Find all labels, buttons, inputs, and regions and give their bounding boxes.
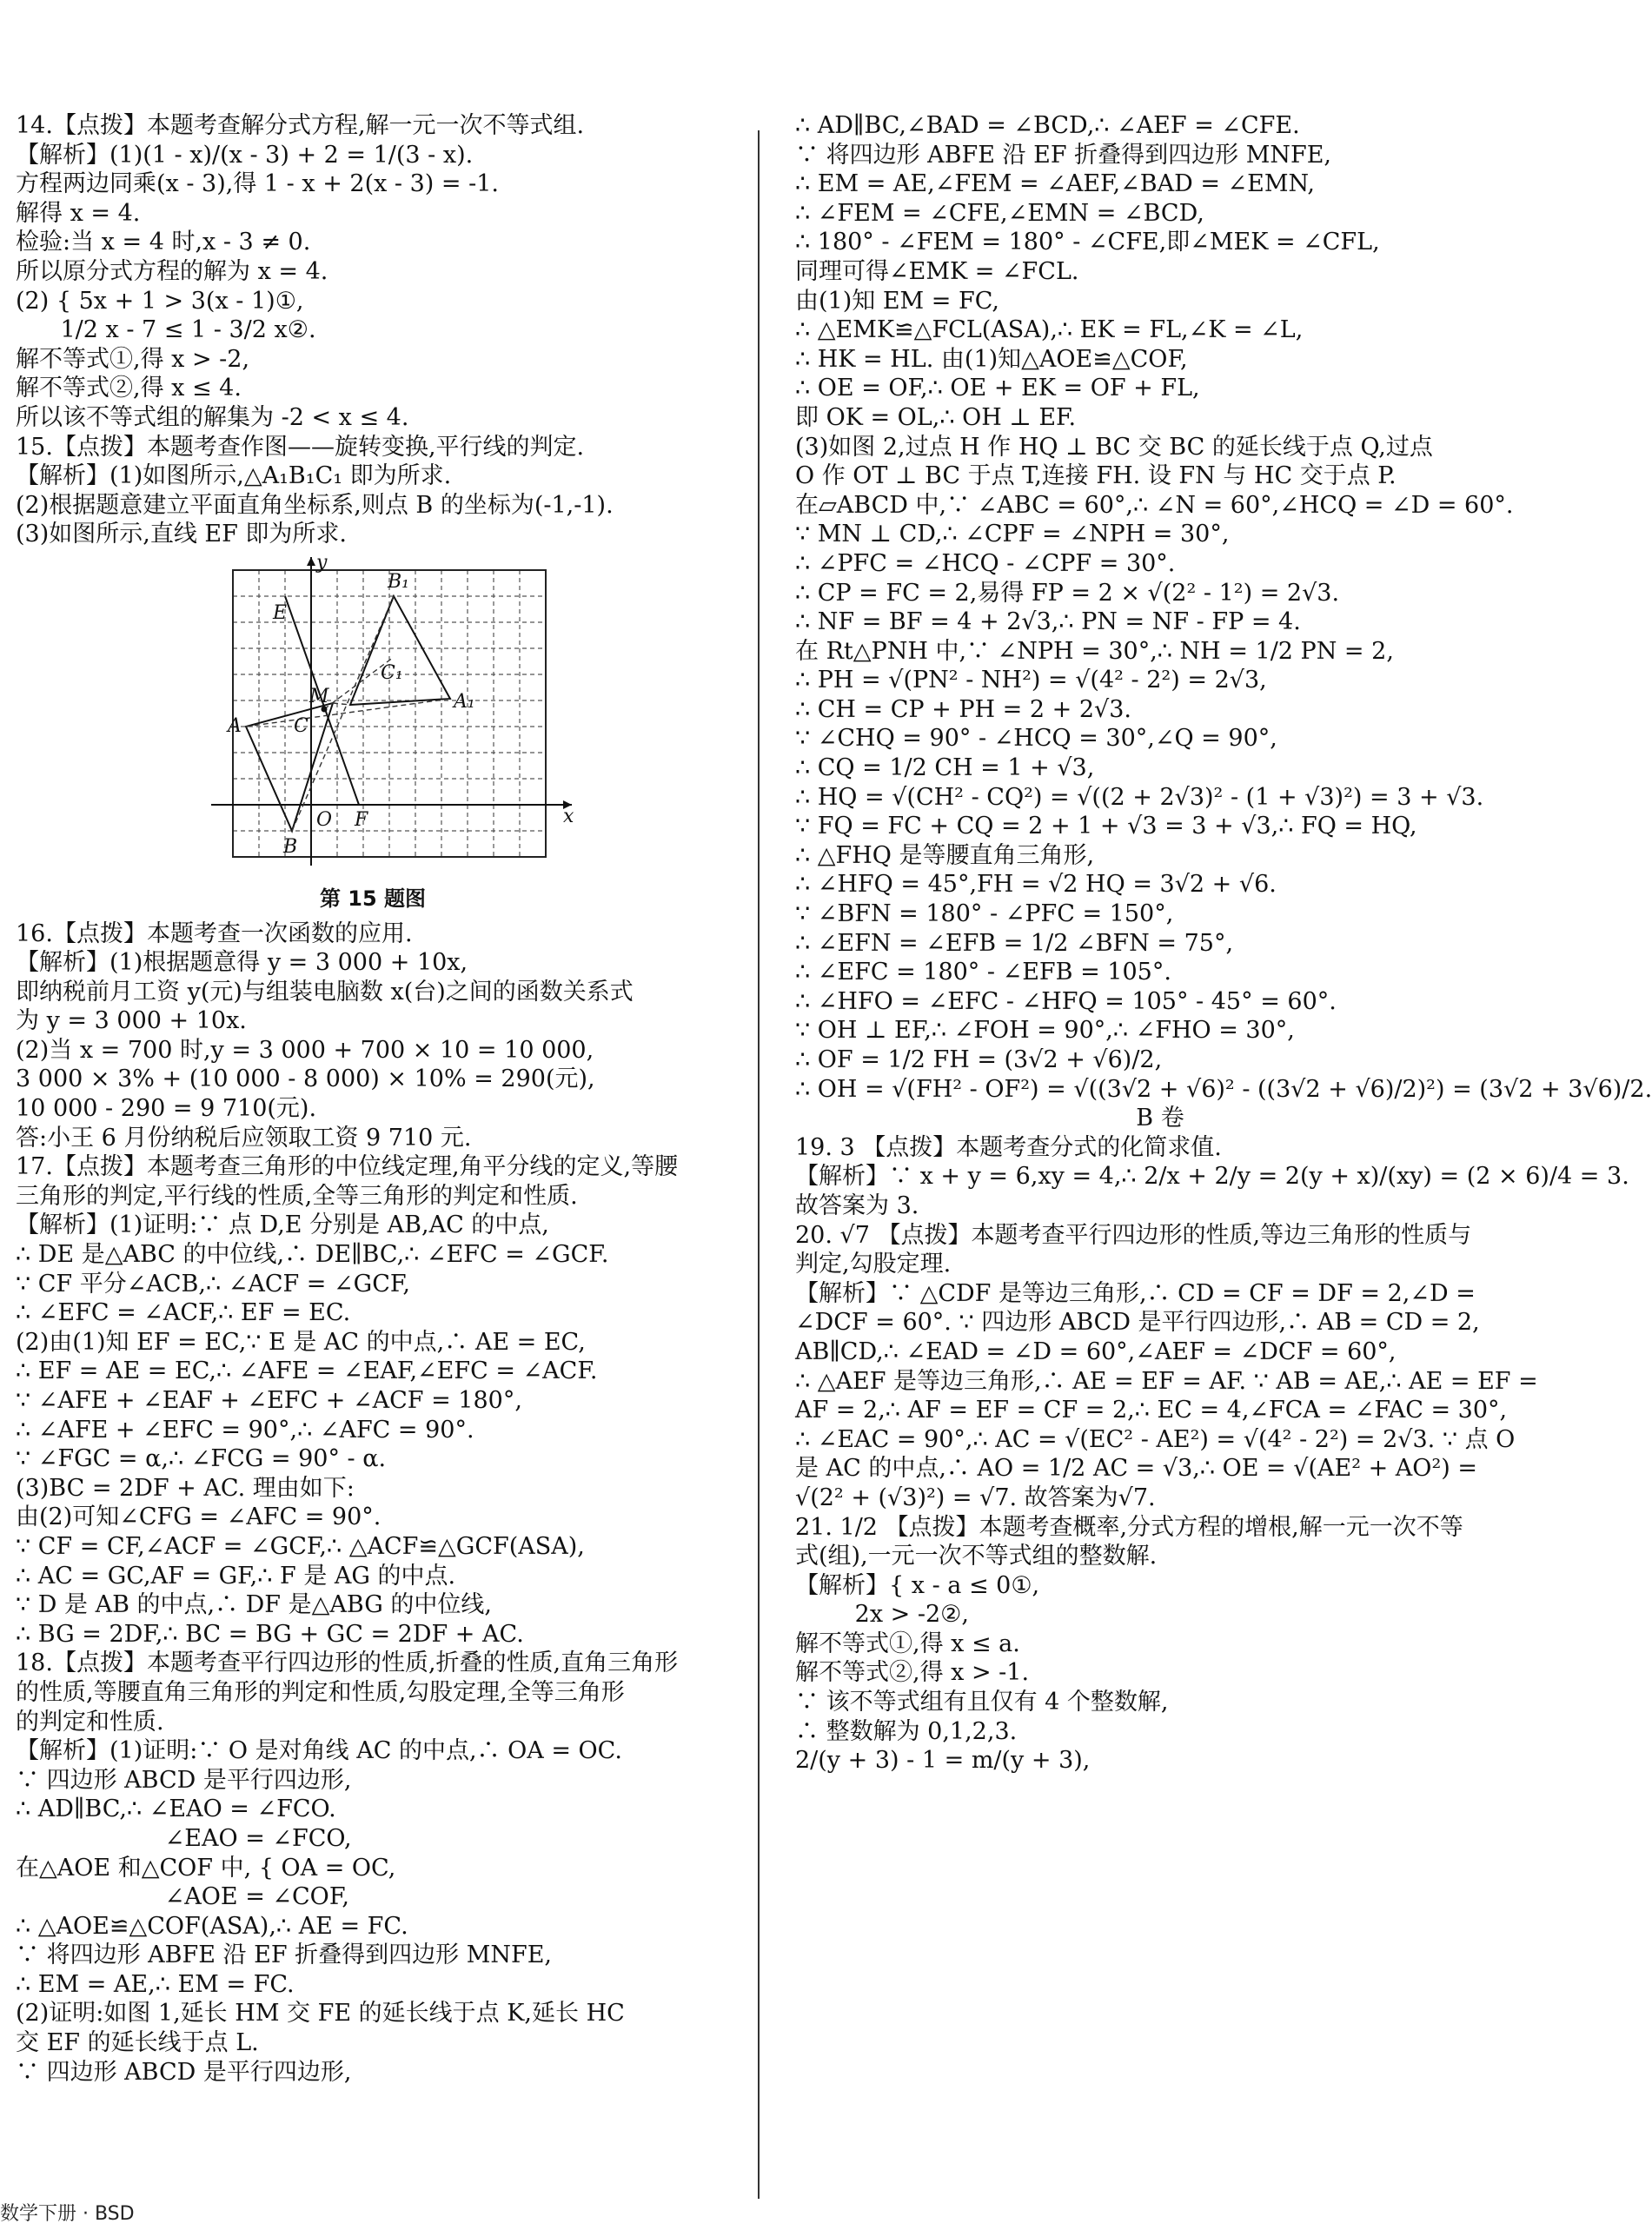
text-line: ∴ ∠EFC = ∠ACF,∴ EF = EC. (16, 1299, 351, 1327)
text-line: ∵ 将四边形 ABFE 沿 EF 折叠得到四边形 MNFE, (795, 141, 1332, 169)
figure-15 (189, 553, 589, 883)
text-line: 【解析】(1)(1 - x)/(x - 3) + 2 = 1/(3 - x). (16, 141, 474, 169)
label-F: F (355, 808, 368, 831)
text-line: ∵ 将四边形 ABFE 沿 EF 折叠得到四边形 MNFE, (16, 1942, 553, 1969)
triangle-A1B1C1 (350, 596, 450, 705)
text-line: 18.【点拨】本题考查平行四边形的性质,折叠的性质,直角三角形 (16, 1650, 679, 1677)
text-line: 17.【点拨】本题考查三角形的中位线定理,角平分线的定义,等腰 (16, 1153, 679, 1181)
label-C: C (294, 714, 309, 737)
text-line: ∴ △EMK≌△FCL(ASA),∴ EK = FL,∠K = ∠L, (795, 316, 1304, 344)
text-line: ∴ 180° - ∠FEM = 180° - ∠CFE,即∠MEK = ∠CFL, (795, 229, 1380, 256)
text-line: ∵ D 是 AB 的中点,∴ DF 是△ABG 的中位线, (16, 1591, 492, 1619)
text-line: 19. 3 【点拨】本题考查分式的化简求值. (795, 1133, 1222, 1161)
text-line: 1/2 x - 7 ≤ 1 - 3/2 x②. (16, 316, 316, 344)
text-line: 15.【点拨】本题考查作图——旋转变换,平行线的判定. (16, 433, 585, 461)
text-line: ∴ PH = √(PN² - NH²) = √(4² - 2²) = 2√3, (795, 667, 1267, 694)
text-line: AF = 2,∴ AF = EF = CF = 2,∴ EC = 4,∠FCA = ∠FAC = 30°, (795, 1397, 1508, 1424)
text-line: ∴ CH = CP + PH = 2 + 2√3. (795, 695, 1131, 723)
text-line: (3)如图 2,过点 H 作 HQ ⊥ BC 交 BC 的延长线于点 Q,过点 (795, 433, 1433, 461)
text-line: ∴ OF = 1/2 FH = (3√2 + √6)/2, (795, 1046, 1163, 1073)
text-line: 解不等式②,得 x ≤ 4. (16, 375, 242, 402)
text-line: ∵ MN ⊥ CD,∴ ∠CPF = ∠NPH = 30°, (795, 521, 1230, 548)
text-line: 故答案为 3. (795, 1192, 919, 1219)
text-line: ∴ HQ = √(CH² - CQ²) = √((2 + 2√3)² - (1 + √3)²) = 3 + √3. (795, 783, 1484, 811)
text-line: ∴ OE = OF,∴ OE + EK = OF + FL, (795, 375, 1200, 402)
text-line: 解不等式①,得 x ≤ a. (795, 1630, 1020, 1657)
figure-caption: 第 15 题图 (319, 886, 427, 911)
label-B1: B₁ (388, 570, 409, 593)
text-line: 所以原分式方程的解为 x = 4. (16, 257, 328, 285)
text-line: ∠DCF = 60°. ∵ 四边形 ABCD 是平行四边形,∴ AB = CD = 2, (795, 1309, 1480, 1337)
text-line: 16.【点拨】本题考查一次函数的应用. (16, 919, 413, 947)
label-M: M (309, 685, 329, 707)
text-line: 方程两边同乘(x - 3),得 1 - x + 2(x - 3) = -1. (16, 170, 500, 198)
text-line: ∴ EM = AE,∠FEM = ∠AEF,∠BAD = ∠EMN, (795, 170, 1315, 198)
text-line: ∴ ∠AFE + ∠EFC = 90°,∴ ∠AFC = 90°. (16, 1416, 474, 1444)
text-line: 即 OK = OL,∴ OH ⊥ EF. (795, 403, 1077, 431)
text-line: 在 Rt△PNH 中,∵ ∠NPH = 30°,∴ NH = 1/2 PN = 2, (795, 637, 1394, 665)
text-line: (2)当 x = 700 时,y = 3 000 + 700 × 10 = 10 000, (16, 1036, 594, 1064)
text-line: 【解析】(1)如图所示,△A₁B₁C₁ 即为所求. (16, 462, 452, 490)
left-text-block-a (16, 111, 730, 549)
text-line: ∴ HK = HL. 由(1)知△AOE≌△COF, (795, 345, 1188, 373)
text-line: 解得 x = 4. (16, 199, 141, 227)
y-axis-arrow (307, 557, 315, 566)
text-line: ∴ NF = BF = 4 + 2√3,∴ PN = NF - FP = 4. (795, 608, 1301, 636)
text-line: ∴ AC = GC,AF = GF,∴ F 是 AG 的中点. (16, 1562, 456, 1590)
text-line: 【解析】(1)证明:∵ O 是对角线 AC 的中点,∴ OA = OC. (16, 1737, 622, 1765)
coordinate-grid-figure (189, 553, 589, 883)
text-line: (2) { 5x + 1 > 3(x - 1)①, (16, 287, 304, 315)
text-line: ∵ 该不等式组有且仅有 4 个整数解, (795, 1689, 1169, 1716)
text-line: 在▱ABCD 中,∵ ∠ABC = 60°,∴ ∠N = 60°,∠HCQ = ∠D = 60°. (795, 491, 1514, 519)
text-line: √(2² + (√3)²) = √7. 故答案为√7. (795, 1484, 1156, 1511)
text-line: (2)由(1)知 EF = EC,∵ E 是 AC 的中点,∴ AE = EC, (16, 1328, 586, 1356)
text-line: ∵ 四边形 ABCD 是平行四边形, (16, 1766, 352, 1794)
left-column (16, 111, 730, 2087)
text-line: 【解析】(1)根据题意得 y = 3 000 + 10x, (16, 949, 468, 977)
text-line: ∵ ∠CHQ = 90° - ∠HCQ = 30°,∠Q = 90°, (795, 725, 1277, 753)
text-line: 所以该不等式组的解集为 -2 < x ≤ 4. (16, 403, 409, 431)
text-line: 即纳税前月工资 y(元)与组装电脑数 x(台)之间的函数关系式 (16, 978, 634, 1006)
text-line: ∠EAO = ∠FCO, (16, 1824, 352, 1852)
text-line: 3 000 × 3% + (10 000 - 8 000) × 10% = 290(元), (16, 1065, 595, 1093)
text-line: (2)根据题意建立平面直角坐标系,则点 B 的坐标为(-1,-1). (16, 491, 614, 519)
text-line: ∴ AD∥BC,∠BAD = ∠BCD,∴ ∠AEF = ∠CFE. (795, 112, 1300, 139)
text-line: ∴ ∠HFQ = 45°,FH = √2 HQ = 3√2 + √6. (795, 871, 1277, 899)
text-line: 是 AC 的中点,∴ AO = 1/2 AC = √3,∴ OE = √(AE² + AO²) = (795, 1455, 1478, 1483)
text-line: 在△AOE 和△COF 中, { OA = OC, (16, 1854, 396, 1882)
text-line: ∴ CQ = 1/2 CH = 1 + √3, (795, 754, 1095, 782)
text-line: ∴ EM = AE,∴ EM = FC. (16, 1970, 295, 1998)
text-line: ∵ OH ⊥ EF,∴ ∠FOH = 90°,∴ ∠FHO = 30°, (795, 1017, 1295, 1045)
text-line: (3)BC = 2DF + AC. 理由如下: (16, 1474, 355, 1502)
text-line: ∴ ∠EFC = 180° - ∠EFB = 105°. (795, 959, 1171, 986)
right-column (795, 111, 1652, 1776)
label-B: B (283, 835, 298, 858)
text-line: 的判定和性质. (16, 1708, 164, 1736)
text-line: 2/(y + 3) - 1 = m/(y + 3), (795, 1747, 1091, 1775)
text-line: 解不等式②,得 x > -1. (795, 1659, 1030, 1687)
text-line: 【解析】(1)证明:∵ 点 D,E 分别是 AB,AC 的中点, (16, 1211, 549, 1239)
label-C1: C₁ (381, 661, 403, 684)
text-line: ∵ CF = CF,∠ACF = ∠GCF,∴ △ACF≌△GCF(ASA), (16, 1532, 585, 1560)
label-O: O (316, 808, 333, 831)
text-line: 【解析】∵ x + y = 6,xy = 4,∴ 2/x + 2/y = 2(y + x)/(xy) = (2 × 6)/4 = 3. (795, 1163, 1629, 1191)
text-line: ∴ ∠EFN = ∠EFB = 1/2 ∠BFN = 75°, (795, 929, 1234, 957)
text-line: ∴ EF = AE = EC,∴ ∠AFE = ∠EAF,∠EFC = ∠ACF. (16, 1357, 598, 1385)
text-line: ∴ AD∥BC,∴ ∠EAO = ∠FCO. (16, 1796, 336, 1823)
text-line: 答:小王 6 月份纳税后应领取工资 9 710 元. (16, 1124, 472, 1152)
text-line: O 作 OT ⊥ BC 于点 T,连接 FH. 设 FN 与 HC 交于点 P. (795, 462, 1397, 490)
text-line: ∴ ∠HFO = ∠EFC - ∠HFQ = 105° - 45° = 60°. (795, 987, 1337, 1015)
text-line: ∴ ∠EAC = 90°,∴ AC = √(EC² - AE²) = √(4² - 2²) = 2√3. ∵ 点 O (795, 1425, 1516, 1453)
column-divider (758, 130, 760, 2199)
text-line: 20. √7 【点拨】本题考查平行四边形的性质,等边三角形的性质与 (795, 1221, 1472, 1249)
text-line: 的性质,等腰直角三角形的判定和性质,勾股定理,全等三角形 (16, 1678, 625, 1706)
page-footer: 数学下册 · BSD (0, 2203, 135, 2225)
text-line: ∴ △AEF 是等边三角形,∴ AE = EF = AF. ∵ AB = AE,∴ AE = EF = (795, 1367, 1538, 1395)
label-y: y (316, 551, 328, 574)
text-line: 同理可得∠EMK = ∠FCL. (795, 257, 1079, 285)
text-line: 交 EF 的延长线于点 L. (16, 2029, 259, 2057)
text-line: 解不等式①,得 x > -2, (16, 345, 250, 373)
text-line: 14.【点拨】本题考查解分式方程,解一元一次不等式组. (16, 112, 585, 139)
text-line: 21. 1/2 【点拨】本题考查概率,分式方程的增根,解一元一次不等 (795, 1513, 1463, 1541)
text-line: ∵ ∠BFN = 180° - ∠PFC = 150°, (795, 900, 1174, 928)
text-line: 由(1)知 EM = FC, (795, 287, 999, 315)
text-line: ∴ ∠PFC = ∠HCQ - ∠CPF = 30°. (795, 549, 1176, 577)
text-line: ∠AOE = ∠COF, (16, 1883, 349, 1911)
text-line: 三角形的判定,平行线的性质,全等三角形的判定和性质. (16, 1182, 578, 1210)
label-A: A (228, 714, 242, 737)
text-line: ∴ 整数解为 0,1,2,3. (795, 1717, 1018, 1745)
right-text-block (795, 111, 1652, 1776)
text-line: AB∥CD,∴ ∠EAD = ∠D = 60°,∠AEF = ∠DCF = 60°, (795, 1338, 1397, 1365)
text-line: B 卷 (1136, 1105, 1184, 1132)
text-line: 【解析】∵ △CDF 是等边三角形,∴ CD = CF = DF = 2,∠D = (795, 1279, 1476, 1307)
text-line: (2)证明:如图 1,延长 HM 交 FE 的延长线于点 K,延长 HC (16, 2000, 625, 2028)
text-line: (3)如图所示,直线 EF 即为所求. (16, 521, 348, 548)
text-line: ∴ DE 是△ABC 的中位线,∴ DE∥BC,∴ ∠EFC = ∠GCF. (16, 1241, 609, 1269)
left-text-block-b (16, 919, 730, 2088)
text-line: ∵ CF 平分∠ACB,∴ ∠ACF = ∠GCF, (16, 1270, 410, 1298)
label-E: E (273, 601, 288, 624)
text-line: ∴ ∠FEM = ∠CFE,∠EMN = ∠BCD, (795, 199, 1204, 227)
text-line: ∵ 四边形 ABCD 是平行四边形, (16, 2058, 352, 2086)
text-line: 2x > -2②, (795, 1601, 969, 1629)
text-line: 为 y = 3 000 + 10x. (16, 1007, 247, 1035)
text-line: 10 000 - 290 = 9 710(元). (16, 1095, 317, 1123)
text-line: 判定,勾股定理. (795, 1251, 952, 1278)
text-line: ∵ ∠AFE + ∠EAF + ∠EFC + ∠ACF = 180°, (16, 1387, 522, 1414)
text-line: ∴ BG = 2DF,∴ BC = BG + GC = 2DF + AC. (16, 1620, 524, 1648)
label-x: x (563, 805, 574, 827)
text-line: ∵ ∠FGC = α,∴ ∠FCG = 90° - α. (16, 1445, 387, 1473)
text-line: ∴ OH = √(FH² - OF²) = √((3√2 + √6)² - ((3√2 + √6)/2)²) = (3√2 + 3√6)/2. (795, 1075, 1652, 1103)
text-line: ∴ △AOE≌△COF(ASA),∴ AE = FC. (16, 1912, 408, 1940)
text-line: 式(组),一元一次不等式组的整数解. (795, 1543, 1158, 1570)
text-line: 由(2)可知∠CFG = ∠AFC = 90°. (16, 1504, 381, 1531)
text-line: 检验:当 x = 4 时,x - 3 ≠ 0. (16, 229, 311, 256)
text-line: ∴ △FHQ 是等腰直角三角形, (795, 841, 1095, 869)
text-line: ∴ CP = FC = 2,易得 FP = 2 × √(2² - 1²) = 2√3. (795, 579, 1340, 607)
text-line: 【解析】{ x - a ≤ 0①, (795, 1571, 1040, 1599)
text-line: ∵ FQ = FC + CQ = 2 + 1 + √3 = 3 + √3,∴ FQ = HQ, (795, 813, 1417, 840)
label-A1: A₁ (454, 690, 475, 713)
